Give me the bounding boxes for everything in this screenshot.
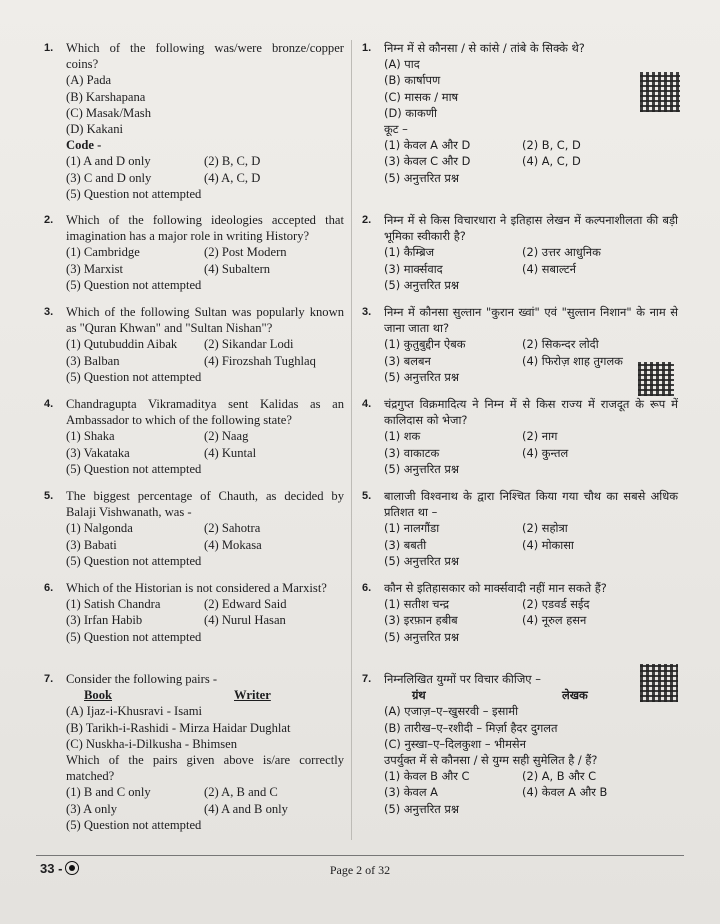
- answer-choice[interactable]: (3) Babati: [66, 537, 117, 552]
- answer-choice[interactable]: (2) B, C, D: [204, 154, 261, 169]
- qr-code-icon: [640, 664, 678, 702]
- answer-choice[interactable]: (1) Nalgonda: [66, 521, 133, 536]
- answer-choice[interactable]: (4) मोकासा: [522, 537, 574, 552]
- answer-choice[interactable]: (3) C and D only: [66, 170, 152, 185]
- answer-choice[interactable]: (4) A, C, D: [522, 154, 581, 169]
- not-attempted-choice[interactable]: (5) अनुत्तरित प्रश्न: [384, 801, 459, 816]
- question-number: 3.: [44, 306, 54, 318]
- not-attempted-choice[interactable]: (5) Question not attempted: [66, 186, 202, 201]
- answer-choice[interactable]: (2) Sahotra: [204, 521, 261, 536]
- question-7-en: [44, 671, 344, 833]
- not-attempted-choice[interactable]: (5) Question not attempted: [66, 629, 202, 644]
- pair-row: (C) नुस्खा–ए–दिलकुशा – भीमसेन: [384, 736, 526, 751]
- answer-choice[interactable]: (3) बबती: [384, 537, 427, 552]
- answer-choice[interactable]: (1) कैम्ब्रिज: [384, 245, 435, 260]
- option: (A) Pada: [66, 73, 112, 88]
- pair-header-book: ग्रंथ: [412, 688, 426, 703]
- question-number: 2.: [362, 214, 372, 226]
- question-stem: Which of the following was/were bronze/copper coins?: [66, 41, 344, 72]
- question-stem-2: उपर्युक्त में से कौनसा / से युग्म सही सुमेलित है / हैं?: [384, 753, 598, 768]
- answer-choices: [384, 336, 678, 368]
- not-attempted-choice[interactable]: (5) अनुत्तरित प्रश्न: [384, 461, 459, 476]
- english-column: [44, 40, 344, 854]
- answer-choice[interactable]: (3) वाकाटक: [384, 445, 440, 460]
- question-stem: Which of the following ideologies accepted that imagination has a major role in writing History?: [66, 213, 344, 244]
- footer-divider: [36, 855, 684, 856]
- option: (D) Kakani: [66, 122, 123, 137]
- code-label: Code -: [66, 138, 102, 153]
- question-stem: The biggest percentage of Chauth, as decided by Balaji Vishwanath, was -: [66, 489, 344, 520]
- pair-header-writer: Writer: [234, 688, 271, 703]
- hindi-column: [362, 40, 678, 854]
- question-5-en: [44, 488, 344, 569]
- answer-choice[interactable]: (4) Mokasa: [204, 537, 262, 552]
- answer-choice[interactable]: (4) सबाल्टर्न: [522, 261, 576, 276]
- answer-choice[interactable]: (2) सहोत्रा: [522, 521, 568, 536]
- booklet-code-text: 33 -: [40, 861, 63, 876]
- answer-choice[interactable]: (1) सतीश चन्द्र: [384, 597, 450, 612]
- answer-choice[interactable]: (2) नाग: [522, 429, 558, 444]
- question-number: 1.: [362, 42, 372, 54]
- code-label: कूट –: [384, 122, 408, 137]
- pair-header-book: Book: [84, 688, 112, 703]
- answer-choice[interactable]: (4) फिरोज़ शाह तुगलक: [522, 353, 623, 368]
- answer-choices: [66, 336, 344, 368]
- pair-row: (A) एजाज़–ए–खुसरवी – इसामी: [384, 704, 519, 719]
- pair-header-writer: लेखक: [562, 688, 588, 703]
- answer-choice[interactable]: (1) A and D only: [66, 154, 151, 169]
- answer-choices: [384, 244, 678, 276]
- question-number: 7.: [44, 673, 54, 685]
- question-number: 3.: [362, 306, 372, 318]
- pair-header: [84, 687, 344, 703]
- answer-choices: [66, 784, 344, 816]
- answer-choice[interactable]: (3) Balban: [66, 353, 120, 368]
- not-attempted-choice[interactable]: (5) Question not attempted: [66, 817, 202, 832]
- question-stem: Chandragupta Vikramaditya sent Kalidas as an Ambassador to which of the following state?: [66, 397, 344, 428]
- answer-choices: [384, 137, 678, 169]
- answer-choices: [384, 768, 678, 800]
- not-attempted-choice[interactable]: (5) Question not attempted: [66, 553, 202, 568]
- not-attempted-choice[interactable]: (5) Question not attempted: [66, 461, 202, 476]
- answer-choice[interactable]: (3) Vakataka: [66, 445, 130, 460]
- answer-choice[interactable]: (2) A, B और C: [522, 769, 597, 784]
- page-number: Page 2 of 32: [329, 863, 391, 877]
- question-stem: निम्न में से किस विचारधारा ने इतिहास लेखन में कल्पनाशीलता की बड़ी भूमिका स्वीकारी है?: [384, 213, 678, 244]
- question-stem: Which of the Historian is not considered a Marxist?: [66, 581, 327, 595]
- answer-choice[interactable]: (2) एडवर्ड सईद: [522, 597, 590, 612]
- question-2-en: [44, 212, 344, 293]
- option: (B) कार्षापण: [384, 73, 441, 88]
- question-3-hi: [362, 304, 678, 385]
- answer-choice[interactable]: (2) B, C, D: [522, 138, 581, 153]
- question-6-hi: [362, 580, 678, 645]
- answer-choice[interactable]: (1) नालगौंडा: [384, 521, 440, 536]
- answer-choice[interactable]: (1) B and C only: [66, 785, 151, 800]
- qr-code-icon: [640, 72, 680, 112]
- pair-row: (B) Tarikh-i-Rashidi - Mirza Haidar Dughlat: [66, 720, 291, 735]
- question-1-en: [44, 40, 344, 202]
- answer-choice[interactable]: (2) Post Modern: [204, 245, 287, 260]
- not-attempted-choice[interactable]: (5) अनुत्तरित प्रश्न: [384, 369, 459, 384]
- question-stem: निम्न में से कौनसा / से कांसे / तांबे के सिक्के थे?: [384, 41, 585, 55]
- question-1-hi: [362, 40, 678, 186]
- answer-choices: [384, 520, 678, 552]
- question-stem-2: Which of the pairs given above is/are correctly matched?: [66, 753, 344, 784]
- answer-choice[interactable]: (4) Kuntal: [204, 445, 257, 460]
- answer-choices: [66, 153, 344, 185]
- question-stem: Consider the following pairs -: [66, 672, 218, 686]
- answer-choice[interactable]: (3) मार्क्सवाद: [384, 261, 443, 276]
- answer-choice[interactable]: (4) Nurul Hasan: [204, 613, 286, 628]
- answer-choice[interactable]: (1) Satish Chandra: [66, 597, 161, 612]
- question-5-hi: [362, 488, 678, 569]
- answer-choice[interactable]: (3) इरफ़ान हबीब: [384, 613, 458, 628]
- question-number: 4.: [44, 398, 54, 410]
- answer-choice[interactable]: (4) केवल A और B: [522, 785, 608, 800]
- answer-choice[interactable]: (3) केवल C और D: [384, 154, 471, 169]
- option: (C) मासक / माष: [384, 89, 459, 104]
- answer-choice[interactable]: (3) Irfan Habib: [66, 613, 143, 628]
- question-number: 5.: [362, 490, 372, 502]
- answer-choice[interactable]: (3) Marxist: [66, 261, 124, 276]
- question-4-en: [44, 396, 344, 477]
- answer-choice[interactable]: (4) Subaltern: [204, 261, 271, 276]
- question-stem: कौन से इतिहासकार को मार्क्सवादी नहीं मान सकते हैं?: [384, 581, 607, 595]
- question-number: 6.: [44, 582, 54, 594]
- question-number: 4.: [362, 398, 372, 410]
- not-attempted-choice[interactable]: (5) अनुत्तरित प्रश्न: [384, 170, 459, 185]
- question-number: 5.: [44, 490, 54, 502]
- answer-choices: [384, 428, 678, 460]
- answer-choices: [66, 428, 344, 460]
- option: (B) Karshapana: [66, 89, 146, 104]
- answer-choice[interactable]: (1) केवल B और C: [384, 769, 470, 784]
- option: (A) पाद: [384, 57, 420, 72]
- answer-choice[interactable]: (2) उत्तर आधुनिक: [522, 245, 601, 260]
- answer-choice[interactable]: (1) शक: [384, 429, 421, 444]
- question-stem: बालाजी विश्वनाथ के द्वारा निश्चित किया गया चौथ का सबसे अधिक प्रतिशत था –: [384, 489, 678, 520]
- question-2-hi: [362, 212, 678, 293]
- question-number: 6.: [362, 582, 372, 594]
- answer-choice[interactable]: (2) Edward Said: [204, 597, 287, 612]
- question-3-en: [44, 304, 344, 385]
- question-number: 7.: [362, 673, 372, 685]
- pair-header: [412, 687, 678, 703]
- answer-choice[interactable]: (1) कुतुबुद्दीन ऐबक: [384, 337, 466, 352]
- question-stem: चंद्रगुप्त विक्रमादित्य ने निम्न में से किस राज्य में राजदूत के रूप में कालिदास को भेजा?: [384, 397, 678, 428]
- question-stem: निम्नलिखित युग्मों पर विचार कीजिए –: [384, 672, 541, 686]
- pair-row: (A) Ijaz-i-Khusravi - Isami: [66, 704, 203, 719]
- question-number: 1.: [44, 42, 54, 54]
- answer-choice[interactable]: (4) कुन्तल: [522, 445, 569, 460]
- answer-choice[interactable]: (3) A only: [66, 801, 118, 816]
- answer-choice[interactable]: (1) Qutubuddin Aibak: [66, 337, 178, 352]
- answer-choices: [66, 520, 344, 552]
- not-attempted-choice[interactable]: (5) अनुत्तरित प्रश्न: [384, 629, 459, 644]
- qr-code-icon: [638, 362, 674, 396]
- answer-choice[interactable]: (4) नूरुल हसन: [522, 613, 587, 628]
- not-attempted-choice[interactable]: (5) अनुत्तरित प्रश्न: [384, 553, 459, 568]
- answer-choice[interactable]: (2) Sikandar Lodi: [204, 337, 294, 352]
- question-7-hi: [362, 671, 678, 817]
- not-attempted-choice[interactable]: (5) अनुत्तरित प्रश्न: [384, 277, 459, 292]
- answer-choice[interactable]: (2) A, B and C: [204, 785, 278, 800]
- answer-choice[interactable]: (3) केवल A: [384, 785, 438, 800]
- pair-row: (C) Nuskha-i-Dilkusha - Bhimsen: [66, 736, 238, 751]
- answer-choice[interactable]: (4) A, C, D: [204, 170, 261, 185]
- answer-choice[interactable]: (4) Firozshah Tughlaq: [204, 353, 316, 368]
- answer-choices: [66, 596, 344, 628]
- not-attempted-choice[interactable]: (5) Question not attempted: [66, 277, 202, 292]
- question-stem: Which of the following Sultan was popularly known as "Quran Khwan" and "Sultan Nishan"?: [66, 305, 344, 336]
- question-stem: निम्न में कौनसा सुल्तान "कुरान ख्वां" एवं "सुल्तान निशान" के नाम से जाना जाता था?: [384, 305, 678, 336]
- pair-row: (B) तारीख–ए–रशीदी – मिर्ज़ा हैदर दुगलत: [384, 720, 558, 735]
- answer-choice[interactable]: (2) सिकन्दर लोदी: [522, 337, 599, 352]
- question-number: 2.: [44, 214, 54, 226]
- answer-choice[interactable]: (4) A and B only: [204, 801, 288, 816]
- question-4-hi: [362, 396, 678, 477]
- answer-choice[interactable]: (3) बलबन: [384, 353, 431, 368]
- option: (C) Masak/Mash: [66, 105, 151, 120]
- option: (D) काकणी: [384, 105, 437, 120]
- answer-choice[interactable]: (1) Cambridge: [66, 245, 140, 260]
- answer-choices: [66, 244, 344, 276]
- question-6-en: [44, 580, 344, 645]
- answer-choice[interactable]: (1) Shaka: [66, 429, 115, 444]
- column-divider: [351, 40, 352, 840]
- answer-choice[interactable]: (1) केवल A और D: [384, 138, 471, 153]
- answer-choices: [384, 596, 678, 628]
- not-attempted-choice[interactable]: (5) Question not attempted: [66, 369, 202, 384]
- answer-choice[interactable]: (2) Naag: [204, 429, 249, 444]
